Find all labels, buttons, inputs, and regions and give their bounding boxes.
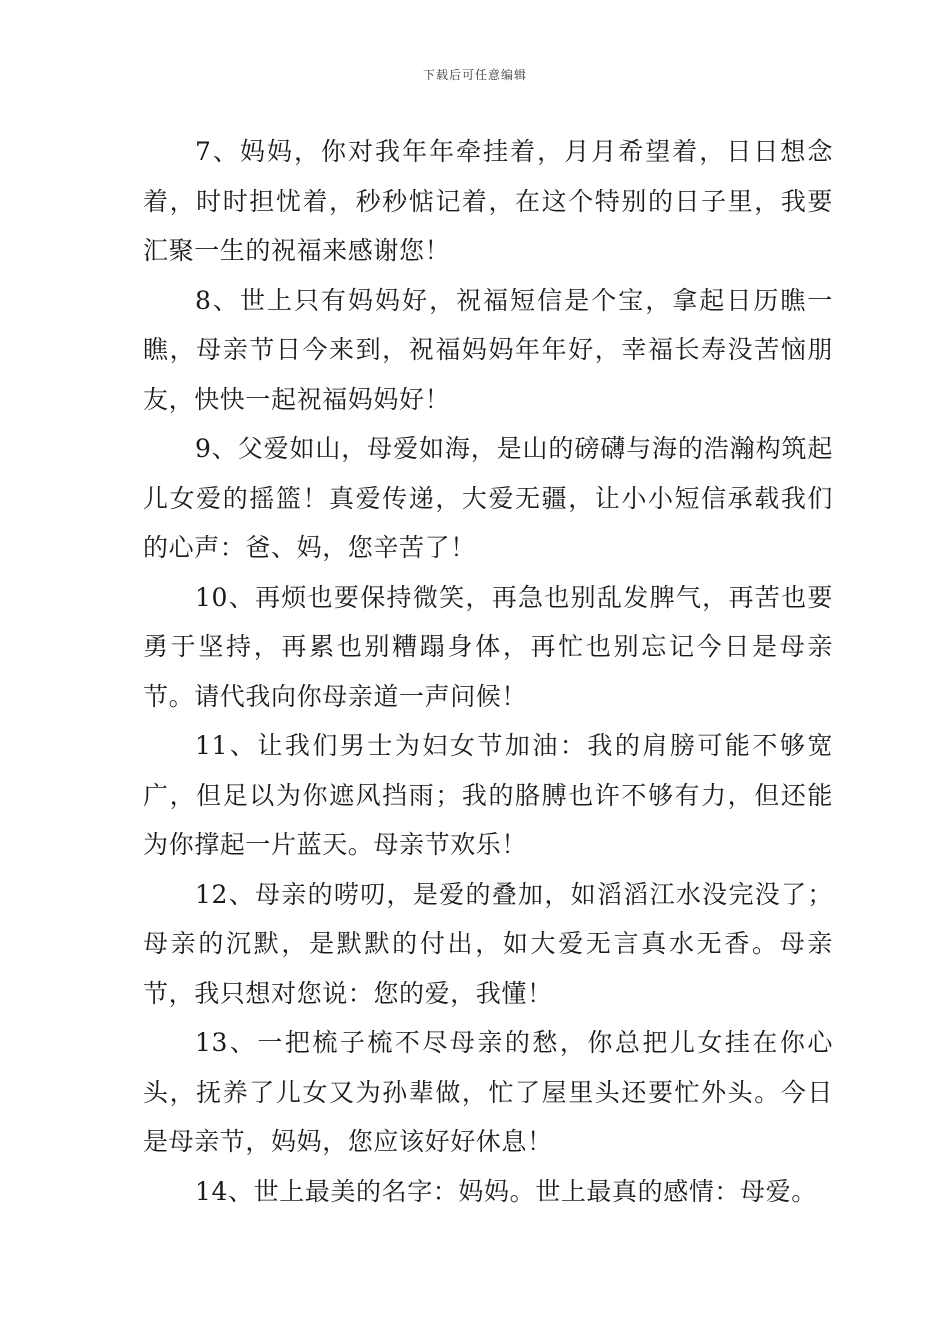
paragraph-13: 13、一把梳子梳不尽母亲的愁，你总把儿女挂在你心头，抚养了儿女又为孙辈做，忙了屋里头还要忙外头。今日是母亲节，妈妈，您应该好好休息！	[143, 1028, 833, 1156]
header-note: 下载后可任意编辑	[422, 68, 527, 82]
paragraph-12: 12、母亲的唠叨，是爱的叠加，如滔滔江水没完没了；母亲的沉默，是默默的付出，如大爱无言真水无香。母亲节，我只想对您说：您的爱，我懂！	[143, 879, 833, 1008]
paragraph-14: 14、世上最美的名字：妈妈。世上最真的感情：母爱。	[195, 1176, 817, 1206]
paragraph-8: 8、世上只有妈妈好，祝福短信是个宝，拿起日历瞧一瞧，母亲节日今来到，祝福妈妈年年好，幸福长寿没苦恼朋友，快快一起祝福妈妈好！	[143, 285, 833, 414]
paragraph-7: 7、妈妈，你对我年年牵挂着，月月希望着，日日想念着，时时担忧着，秒秒惦记着，在这个特别的日子里，我要汇聚一生的祝福来感谢您！	[143, 137, 833, 265]
document-body	[143, 127, 833, 1216]
paragraph-11: 11、让我们男士为妇女节加油：我的肩膀可能不够宽广，但足以为你遮风挡雨；我的胳膊也许不够有力，但还能为你撑起一片蓝天。母亲节欢乐！	[143, 731, 833, 859]
paragraph-10: 10、再烦也要保持微笑，再急也别乱发脾气，再苦也要勇于坚持，再累也别糟蹋身体，再忙也别忘记今日是母亲节。请代我向你母亲道一声问候！	[143, 582, 833, 711]
paragraph-9: 9、父爱如山，母爱如海，是山的磅礴与海的浩瀚构筑起儿女爱的摇篮！真爱传递，大爱无疆，让小小短信承载我们的心声：爸、妈，您辛苦了！	[143, 434, 833, 562]
